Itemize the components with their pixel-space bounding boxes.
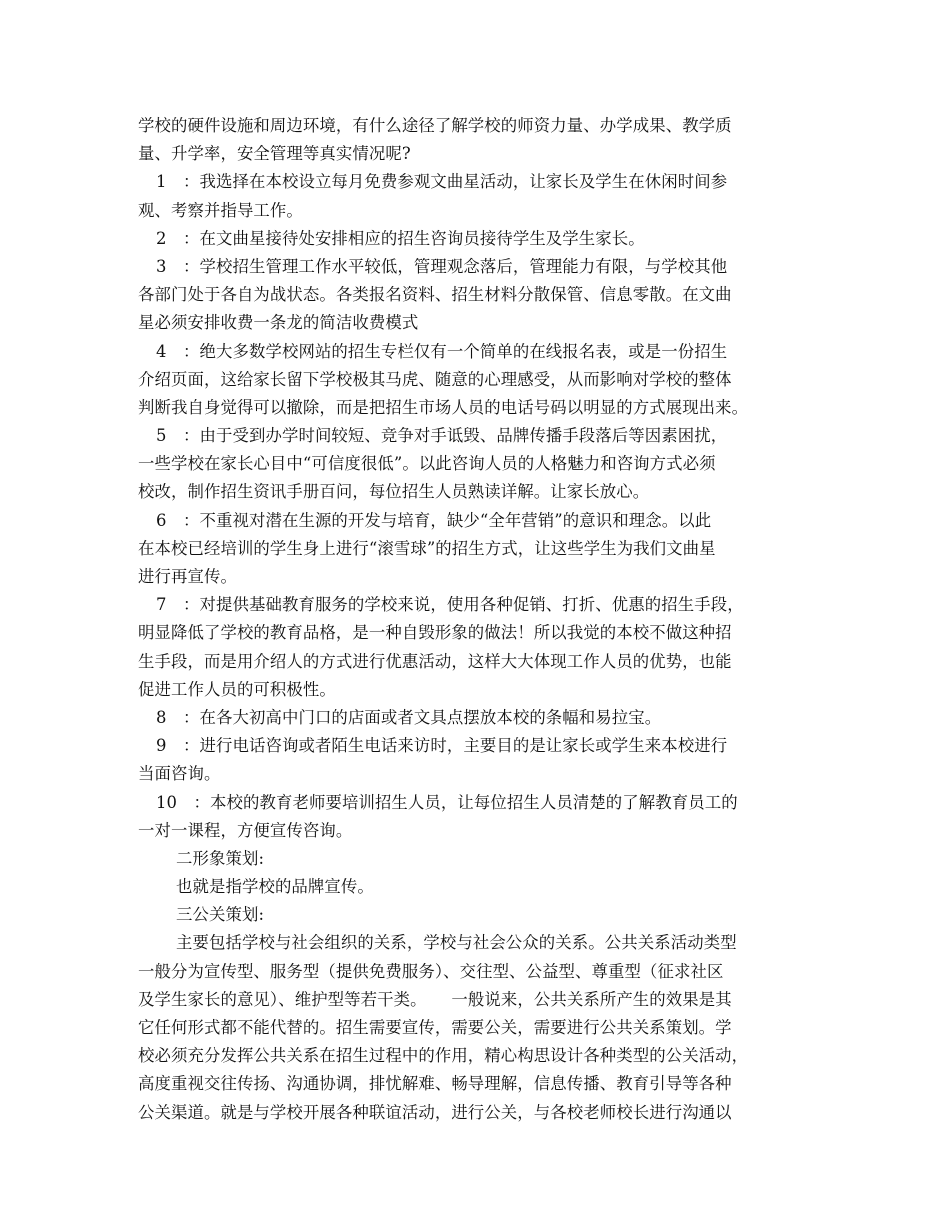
text-line: 也就是指学校的品牌宣传。: [176, 877, 374, 897]
text-line: 3 ：学校招生管理工作水平较低，管理观念落后，管理能力有限，与学校其他: [156, 256, 728, 276]
text-line: 促进工作人员的可积极性。: [138, 679, 336, 699]
text-line: 生手段，而是用介绍人的方式进行优惠活动，这样大大体现工作人员的优势，也能: [138, 651, 732, 671]
text-line: 9 ：进行电话咨询或者陌生电话来访时，主要目的是让家长或学生来本校进行: [156, 736, 728, 756]
text-line: 星必须安排收费一条龙的简洁收费模式: [138, 313, 419, 333]
text-line: 7 ：对提供基础教育服务的学校来说，使用各种促销、打折、优惠的招生手段，: [156, 595, 744, 615]
document-body: [138, 112, 788, 1127]
text-line: 它任何形式都不能代替的。招生需要宣传，需要公关，需要进行公共关系策划。学: [138, 1018, 732, 1037]
text-line: 及学生家长的意见）、维护型等若干类。 一般说来，公共关系所产生的效果是其: [138, 989, 732, 1009]
text-line: 公关渠道。就是与学校开展各种联谊活动，进行公关，与各校老师校长进行沟通以: [138, 1102, 732, 1122]
text-line: 二形象策划:: [176, 848, 265, 868]
text-line: 高度重视交往传扬、沟通协调，排忧解难、畅导理解，信息传播、教育引导等各种: [138, 1074, 732, 1094]
text-line: 2 ：在文曲星接待处安排相应的招生咨询员接待学生及学生家长。: [156, 228, 645, 248]
text-line: 量、升学率，安全管理等真实情况呢?: [138, 144, 411, 164]
text-line: 8 ：在各大初高中门口的店面或者文具点摆放本校的条幅和易拉宝。: [156, 707, 662, 727]
text-line: 主要包括学校与社会组织的关系，学校与社会公众的关系。公共关系活动类型: [176, 933, 737, 953]
text-line: 各部门处于各自为战状态。各类报名资料、招生材料分散保管、信息零散。在文曲: [138, 285, 732, 305]
text-line: 4 ：绝大多数学校网站的招生专栏仅有一个简单的在线报名表，或是一份招生: [156, 341, 728, 361]
text-line: 进行再宣传。: [138, 567, 237, 586]
text-line: 校改，制作招生资讯手册百问，每位招生人员熟读详解。让家长放心。: [138, 482, 650, 502]
text-line: 学校的硬件设施和周边环境，有什么途径了解学校的师资力量、办学成果、教学质: [138, 116, 732, 135]
text-line: 观、考察并指导工作。: [138, 200, 303, 220]
text-line: 校必须充分发挥公共关系在招生过程中的作用，精心构思设计各种类型的公关活动，: [138, 1046, 749, 1066]
text-line: 介绍页面，这给家长留下学校极其马虎、随意的心理感受，从而影响对学校的整体: [138, 369, 732, 389]
text-line: 6 ：不重视对潜在生源的开发与培育，缺少“全年营销”的意识和理念。以此: [156, 510, 712, 530]
text-line: 一对一课程，方便宣传咨询。: [138, 820, 353, 840]
text-line: 明显降低了学校的教育品格，是一种自毁形象的做法！所以我觉的本校不做这种招: [138, 623, 732, 643]
text-line: 判断我自身觉得可以撤除，而是把招生市场人员的电话号码以明显的方式展现出来。: [138, 397, 749, 417]
text-line: 10 ：本校的教育老师要培训招生人员，让每位招生人员清楚的了解教育员工的: [156, 792, 738, 812]
text-line: 当面咨询。: [138, 764, 221, 784]
text-line: 一般分为宣传型、服务型（提供免费服务）、交往型、公益型、尊重型（征求社区: [138, 961, 724, 981]
text-line: 三公关策划:: [176, 905, 265, 925]
text-line: 在本校已经培训的学生身上进行“滚雪球”的招生方式，让这些学生为我们文曲星: [138, 538, 716, 558]
text-line: 5 ：由于受到办学时间较短、竞争对手诋毁、品牌传播手段落后等因素困扰，: [156, 426, 728, 446]
text-line: 一些学校在家长心目中“可信度很低”。以此咨询人员的人格魅力和咨询方式必须: [138, 454, 716, 474]
text-line: 1 ：我选择在本校设立每月免费参观文曲星活动，让家长及学生在休闲时间参: [156, 172, 728, 192]
